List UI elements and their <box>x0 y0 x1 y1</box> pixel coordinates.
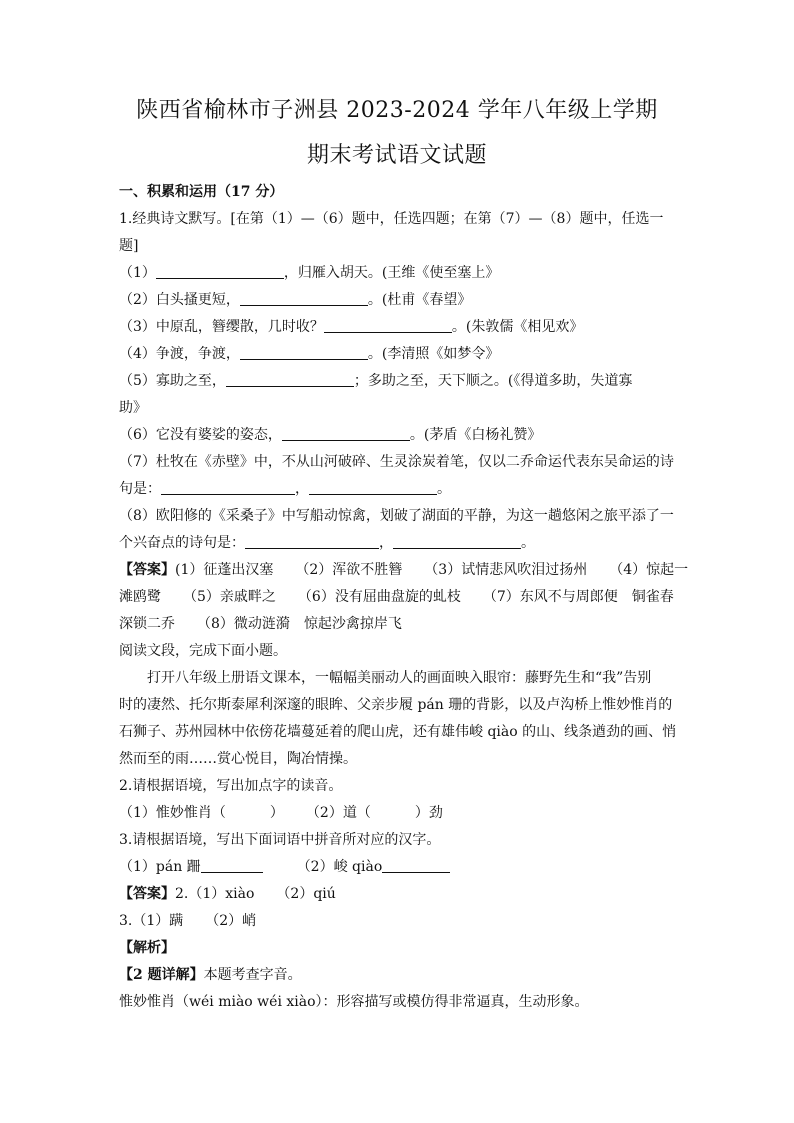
question-2-stem: 2.请根据语境，写出加点字的读音。 <box>119 778 343 794</box>
item-text: （3）中原乱，簪缨散，几时收？ <box>119 319 324 335</box>
answer-blank <box>240 291 368 306</box>
question-1-stem: 1.经典诗文默写。[在第（1）—（6）题中，任选四题；在第（7）—（8）题中，任选一 <box>119 211 664 227</box>
question-1-item-5-cont: 助》 <box>119 400 147 416</box>
answer-blank <box>324 318 452 333</box>
item-text: 句是： <box>119 481 161 497</box>
answer-text: （2）峭 <box>205 913 257 929</box>
analysis-detail <box>119 962 679 989</box>
answer-blank <box>161 480 295 495</box>
question-3-items <box>119 854 679 881</box>
question-1-stem-cont: 题] <box>119 238 139 254</box>
answer-blank <box>382 858 450 873</box>
answer-1-line-3 <box>119 611 679 638</box>
item-text: 。(杜甫《春望》 <box>367 292 472 308</box>
answer-text: 3.（1）蹒 <box>119 913 184 929</box>
answer-blank <box>240 345 368 360</box>
document-title-line2: 期末考试语文试题 <box>306 143 487 168</box>
item-text: 。(李清照《如梦令》 <box>367 346 500 362</box>
question-1-item-8: （8）欧阳修的《采桑子》中写船动惊禽，划破了湖面的平静，为这一趟悠闲之旅平添了一 <box>119 508 674 524</box>
answer-2-line-1 <box>119 881 679 908</box>
analysis-explanation: 惟妙惟肖（wéi miào wéi xiào）：形容描写或模仿得非常逼真，生动形象。 <box>119 994 589 1010</box>
answer-label: 【答案】 <box>119 562 175 578</box>
item-text: （2）白头搔更短， <box>119 292 240 308</box>
answer-blank <box>201 858 263 873</box>
answer-1-line-2 <box>119 584 679 611</box>
answer-text: （2）qiú <box>276 886 336 902</box>
answer-text: （4）惊起一 <box>609 562 689 578</box>
answer-text: （2）浑欲不胜簪 <box>295 562 403 578</box>
item-text: 。(朱敦儒《相见欢》 <box>451 319 584 335</box>
item-text: ） <box>269 805 284 821</box>
answer-blank <box>393 534 521 549</box>
reading-passage-line-4: 然而至的雨……赏心悦目，陶冶情操。 <box>119 751 357 767</box>
answer-text: （5）亲戚畔之 <box>183 589 276 605</box>
item-text: （2）道（ <box>305 805 371 821</box>
question-1-item-7: （7）杜牧在《赤壁》中，不从山河破碎、生灵涂炭着笔，仅以二乔命运代表东吴命运的诗 <box>119 454 674 470</box>
item-text: 。(茅盾《白杨礼赞》 <box>409 427 542 443</box>
answer-blank <box>156 264 284 279</box>
question-1-item-7-cont <box>119 476 679 503</box>
answer-label: 【答案】 <box>119 886 175 902</box>
answer-text: 滩鸥鹭 <box>119 589 161 605</box>
answer-1-line-1 <box>119 557 689 584</box>
answer-text: 深锁二乔 <box>119 616 175 632</box>
reading-passage-line-3: 石狮子、苏州园林中依傍花墙蔓延着的爬山虎，还有雄伟峻 qiào 的山、线条遒劲的画、悄 <box>119 724 677 740</box>
analysis-detail-label: 【2 题详解】 <box>119 967 204 983</box>
item-text: （4）争渡，争渡， <box>119 346 240 362</box>
item-text: （6）它没有婆娑的姿态， <box>119 427 282 443</box>
reading-passage-line-2: 时的凄然、托尔斯泰犀利深邃的眼眸、父亲步履 pán 珊的背影，以及卢沟桥上惟妙惟肖的 <box>119 697 673 713</box>
item-text: （5）寡助之至， <box>119 373 226 389</box>
question-3-stem: 3.请根据语境，写出下面词语中拼音所对应的汉字。 <box>119 832 441 848</box>
question-1-item-5 <box>119 368 679 395</box>
question-1-item-4 <box>119 341 679 368</box>
answer-text: （6）没有屈曲盘旋的虬枝 <box>297 589 461 605</box>
answer-blank <box>245 534 379 549</box>
question-1-item-8-cont <box>119 530 679 557</box>
answer-text: （7）东风不与周郎便 铜雀春 <box>482 589 674 605</box>
reading-passage-line-1: 打开八年级上册语文课本，一幅幅美丽动人的画面映入眼帘：藤野先生和“我”告别 <box>147 670 652 686</box>
item-text: （2）峻 qiào <box>296 859 383 875</box>
section-heading: 一、积累和运用（17 分） <box>119 184 284 200</box>
question-1-item-1 <box>119 260 679 287</box>
answer-text: （3）试情悲风吹泪过扬州 <box>424 562 588 578</box>
document-body <box>119 179 689 1016</box>
item-text: ；多助之至，天下顺之。(《得道多助，失道寡 <box>353 373 633 389</box>
analysis-label: 【解析】 <box>119 940 175 956</box>
answer-text: （8）微动涟漪 惊起沙禽掠岸飞 <box>197 616 402 632</box>
question-1-item-2 <box>119 287 679 314</box>
question-1-item-3 <box>119 314 679 341</box>
answer-2-line-2 <box>119 908 679 935</box>
item-text: （1）pán 跚 <box>119 859 201 875</box>
item-text: ）劲 <box>414 805 443 821</box>
item-text: （1）惟妙惟肖（ <box>119 805 226 821</box>
document-title-line1: 陕西省榆林市子洲县 2023-2024 学年八年级上学期 <box>136 98 658 123</box>
item-text: 。 <box>437 481 451 497</box>
item-text: ， <box>295 481 309 497</box>
answer-blank <box>309 480 437 495</box>
reading-intro: 阅读文段，完成下面小题。 <box>119 643 287 659</box>
question-2-items <box>119 800 679 827</box>
item-text: （1） <box>119 265 156 281</box>
answer-text: 2.（1）xiào <box>175 886 255 902</box>
item-text: ，归雁入胡天。(王维《使至塞上》 <box>283 265 500 281</box>
answer-blank <box>282 426 410 441</box>
answer-blank <box>226 372 354 387</box>
item-text: 个兴奋点的诗句是： <box>119 535 245 551</box>
answer-text: (1）征蓬出汉塞 <box>175 562 274 578</box>
question-1-item-6 <box>119 422 679 449</box>
item-text: 。 <box>521 535 535 551</box>
item-text: ， <box>379 535 393 551</box>
analysis-detail-text: 本题考查字音。 <box>203 967 302 983</box>
